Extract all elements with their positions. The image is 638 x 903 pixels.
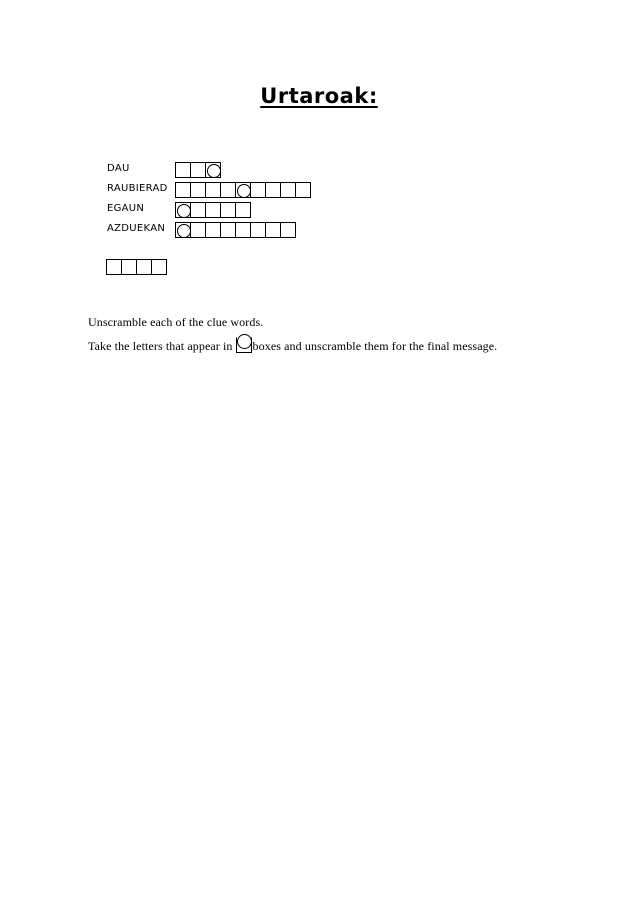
letter-box[interactable] xyxy=(205,222,221,238)
letter-box[interactable] xyxy=(220,222,236,238)
letter-box[interactable] xyxy=(295,182,311,198)
letter-box[interactable] xyxy=(190,162,206,178)
letter-box[interactable] xyxy=(235,222,251,238)
circled-letter-box[interactable] xyxy=(235,182,251,198)
clue-word: DAU xyxy=(107,163,130,174)
letter-box[interactable] xyxy=(265,222,281,238)
final-letter-box[interactable] xyxy=(136,259,152,275)
instruction-line-1: Unscramble each of the clue words. xyxy=(88,315,264,329)
letter-box[interactable] xyxy=(220,182,236,198)
final-letter-box[interactable] xyxy=(151,259,167,275)
circled-box-icon xyxy=(236,337,252,353)
instruction-text: boxes and unscramble them for the final message. xyxy=(252,339,498,353)
final-message-boxes xyxy=(106,259,166,275)
clue-word: RAUBIERAD xyxy=(107,183,168,194)
final-letter-box[interactable] xyxy=(121,259,137,275)
letter-box[interactable] xyxy=(280,222,296,238)
instruction-line-2 xyxy=(88,337,497,354)
letter-box[interactable] xyxy=(190,222,206,238)
circled-letter-box[interactable] xyxy=(175,202,191,218)
letter-box[interactable] xyxy=(250,182,266,198)
letter-box[interactable] xyxy=(205,202,221,218)
circled-letter-box[interactable] xyxy=(175,222,191,238)
letter-box[interactable] xyxy=(265,182,281,198)
answer-boxes xyxy=(175,162,220,178)
letter-box[interactable] xyxy=(175,182,191,198)
answer-boxes xyxy=(175,182,310,198)
letter-box[interactable] xyxy=(190,182,206,198)
letter-box[interactable] xyxy=(220,202,236,218)
letter-box[interactable] xyxy=(205,182,221,198)
letter-box[interactable] xyxy=(280,182,296,198)
answer-boxes xyxy=(175,222,295,238)
letter-box[interactable] xyxy=(250,222,266,238)
clue-word: EGAUN xyxy=(107,203,145,214)
letter-box[interactable] xyxy=(175,162,191,178)
clue-word: AZDUEKAN xyxy=(107,223,166,234)
instruction-text: Take the letters that appear in xyxy=(88,339,233,353)
circled-letter-box[interactable] xyxy=(205,162,221,178)
letter-box[interactable] xyxy=(190,202,206,218)
page-title: Urtaroak: xyxy=(260,84,378,108)
answer-boxes xyxy=(175,202,250,218)
final-letter-box[interactable] xyxy=(106,259,122,275)
letter-box[interactable] xyxy=(235,202,251,218)
